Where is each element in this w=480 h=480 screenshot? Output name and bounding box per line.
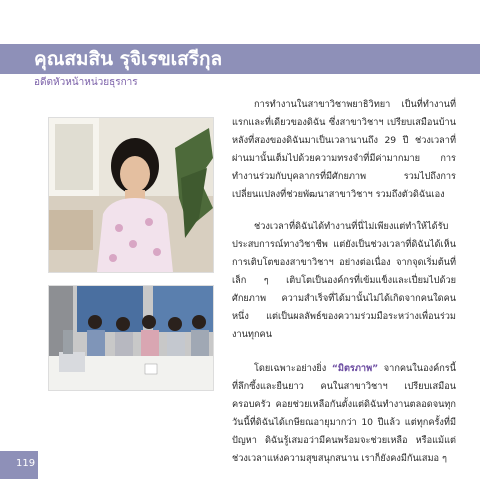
paragraph-1: การทำงานในสาขาวิชาพยาธิวิทยา เป็นที่ทำงานที่แรกและที่เดียวของดิฉัน ซึ่งสาขาวิชาฯ เปรียบเสมือนบ้านหลังที่สองของดิฉันมาเป็นเวลานานถึง 29 ปี ช่วงเวลาที่ผ่านมานั้นเต็มไปด้วยความทรงจำที่มีค่ามากมาย การทำงานร่วมกับบุคลากรที่มีศักยภาพ รวมไปถึงการเปลี่ยนแปลงที่ช่วยพัฒนาสาขาวิชาฯ รวมถึงตัวดิฉันเอง: [232, 99, 456, 200]
person-position: อดีตหัวหน้าหน่วยธุรการ: [34, 77, 138, 88]
page-number: 119: [16, 458, 36, 469]
paragraph-2: ช่วงเวลาที่ดิฉันได้ทำงานที่นี่ไม่เพียงแต่ทำให้ได้รับประสบการณ์ทางวิชาชีพ แต่ยังเป็นช่วงเวลาที่ดิฉันได้เห็นการเติบโตของสาขาวิชาฯ อย่างต่อเนื่อง จากจุดเริ่มต้นที่เล็ก ๆ เติบโตเป็นองค์กรที่เข้มแข็งและเปี่ยมไปด้วยศักยภาพ ความสำเร็จที่ได้มานั้นไม่ได้เกิดจากคนใดคนหนึ่ง แต่เป็นผลลัพธ์ของความร่วมมือระหว่างเพื่อนร่วมงานทุกคน: [232, 221, 456, 340]
meeting-photo: [48, 285, 214, 391]
paragraph-3: [232, 360, 456, 468]
person-name: คุณสมสิน รุจิเรขเสรีกุล: [34, 48, 223, 70]
portrait-photo: [48, 117, 214, 273]
friendship-emphasis: “มิตรภาพ”: [331, 363, 379, 374]
paragraph-3-rest: จากคนในองค์กรนี้ที่ลึกซึ้งและยืนยาว คนในสาขาวิชาฯ เปรียบเสมือนครอบครัว คอยช่วยเหลือกันตั้งแต่ดิฉันทำงานตลอดจนทุกวันนี้ที่ดิฉันได้เกษียณอายุมากว่า 10 ปีแล้ว แต่ทุกครั้งที่มีปัญหา ดิฉันรู้เสมอว่ามีคนพร้อมจะช่วยเหลือ หรือแม้แต่ช่วงเวลาแห่งความสุขสนุกสนาน เราก็ยังคงมีกันเสมอ ๆ: [232, 363, 456, 464]
paragraph-3-lead: โดยเฉพาะอย่างยิ่ง: [254, 363, 332, 374]
